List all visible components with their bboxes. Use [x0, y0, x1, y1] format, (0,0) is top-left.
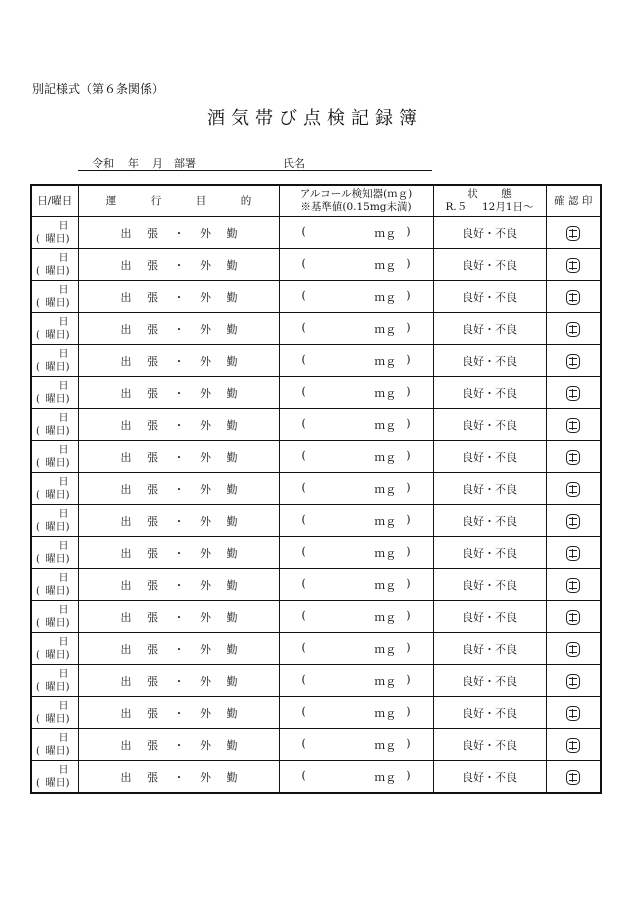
alcohol-reading-cell[interactable]: ( ｍｇ ): [279, 441, 433, 473]
date-cell[interactable]: 日 ( 曜日): [31, 281, 78, 313]
header-info-line: [78, 155, 432, 171]
condition-cell[interactable]: 良好・不良: [433, 569, 546, 601]
stamp-cell[interactable]: [546, 633, 601, 665]
date-cell[interactable]: 日 ( 曜日): [31, 313, 78, 345]
page-title: 酒気帯び点検記録簿: [207, 108, 423, 129]
table-row: [31, 537, 601, 569]
purpose-cell[interactable]: 出 張 ・ 外 勤: [78, 697, 279, 729]
stamp-cell[interactable]: [546, 217, 601, 249]
alcohol-reading-cell[interactable]: ( ｍｇ ): [279, 601, 433, 633]
purpose-cell[interactable]: 出 張 ・ 外 勤: [78, 217, 279, 249]
date-cell[interactable]: 日 ( 曜日): [31, 217, 78, 249]
stamp-cell[interactable]: [546, 665, 601, 697]
alcohol-reading-cell[interactable]: ( ｍｇ ): [279, 761, 433, 793]
stamp-cell[interactable]: [546, 761, 601, 793]
table-row: [31, 569, 601, 601]
stamp-cell[interactable]: [546, 377, 601, 409]
table-row: [31, 761, 601, 793]
alcohol-reading-cell[interactable]: ( ｍｇ ): [279, 729, 433, 761]
hanko-stamp-icon: [566, 322, 580, 337]
purpose-cell[interactable]: 出 張 ・ 外 勤: [78, 633, 279, 665]
purpose-cell[interactable]: 出 張 ・ 外 勤: [78, 505, 279, 537]
alcohol-reading-cell[interactable]: ( ｍｇ ): [279, 537, 433, 569]
purpose-cell[interactable]: 出 張 ・ 外 勤: [78, 313, 279, 345]
alcohol-reading-cell[interactable]: ( ｍｇ ): [279, 249, 433, 281]
date-cell[interactable]: 日 ( 曜日): [31, 761, 78, 793]
date-cell[interactable]: 日 ( 曜日): [31, 697, 78, 729]
condition-cell[interactable]: 良好・不良: [433, 537, 546, 569]
date-cell[interactable]: 日 ( 曜日): [31, 249, 78, 281]
condition-cell[interactable]: 良好・不良: [433, 249, 546, 281]
date-cell[interactable]: 日 ( 曜日): [31, 441, 78, 473]
purpose-cell[interactable]: 出 張 ・ 外 勤: [78, 377, 279, 409]
alcohol-reading-cell[interactable]: ( ｍｇ ): [279, 281, 433, 313]
stamp-cell[interactable]: [546, 537, 601, 569]
hanko-stamp-icon: [566, 514, 580, 529]
stamp-cell[interactable]: [546, 697, 601, 729]
alcohol-reading-cell[interactable]: ( ｍｇ ): [279, 377, 433, 409]
purpose-cell[interactable]: 出 張 ・ 外 勤: [78, 409, 279, 441]
table-row: [31, 633, 601, 665]
purpose-cell[interactable]: 出 張 ・ 外 勤: [78, 281, 279, 313]
table-row: [31, 729, 601, 761]
purpose-cell[interactable]: 出 張 ・ 外 勤: [78, 441, 279, 473]
hanko-stamp-icon: [566, 354, 580, 369]
condition-cell[interactable]: 良好・不良: [433, 665, 546, 697]
alcohol-reading-cell[interactable]: ( ｍｇ ): [279, 217, 433, 249]
hanko-stamp-icon: [566, 738, 580, 753]
department-label: 部署: [174, 157, 196, 170]
condition-column-header: 状 態 R.５ 12月1日～: [433, 185, 546, 217]
date-cell[interactable]: 日 ( 曜日): [31, 409, 78, 441]
alcohol-reading-cell[interactable]: ( ｍｇ ): [279, 473, 433, 505]
alcohol-reading-cell[interactable]: ( ｍｇ ): [279, 409, 433, 441]
hanko-stamp-icon: [566, 642, 580, 657]
stamp-cell[interactable]: [546, 441, 601, 473]
purpose-cell[interactable]: 出 張 ・ 外 勤: [78, 665, 279, 697]
name-label: 氏名: [283, 157, 305, 170]
purpose-cell[interactable]: 出 張 ・ 外 勤: [78, 601, 279, 633]
date-column-header: 日/曜日: [31, 185, 78, 217]
table-row: [31, 665, 601, 697]
condition-cell[interactable]: 良好・不良: [433, 377, 546, 409]
hanko-stamp-icon: [566, 386, 580, 401]
table-row: [31, 249, 601, 281]
hanko-stamp-icon: [566, 418, 580, 433]
era-label: 令和: [92, 157, 114, 170]
condition-cell[interactable]: 良好・不良: [433, 505, 546, 537]
table-row: [31, 601, 601, 633]
alcohol-reading-cell[interactable]: ( ｍｇ ): [279, 505, 433, 537]
stamp-cell[interactable]: [546, 345, 601, 377]
hanko-stamp-icon: [566, 674, 580, 689]
condition-cell[interactable]: 良好・不良: [433, 313, 546, 345]
stamp-cell[interactable]: [546, 409, 601, 441]
table-row: [31, 377, 601, 409]
hanko-stamp-icon: [566, 706, 580, 721]
stamp-cell[interactable]: [546, 313, 601, 345]
date-cell[interactable]: 日 ( 曜日): [31, 345, 78, 377]
stamp-cell[interactable]: [546, 473, 601, 505]
table-header-row: [31, 185, 601, 217]
condition-cell[interactable]: 良好・不良: [433, 281, 546, 313]
date-cell[interactable]: 日 ( 曜日): [31, 633, 78, 665]
purpose-column-header: 運 行 目 的: [78, 185, 279, 217]
condition-cell[interactable]: 良好・不良: [433, 729, 546, 761]
table-row: [31, 409, 601, 441]
stamp-cell[interactable]: [546, 569, 601, 601]
alcohol-reading-cell[interactable]: ( ｍｇ ): [279, 569, 433, 601]
purpose-cell[interactable]: 出 張 ・ 外 勤: [78, 345, 279, 377]
purpose-cell[interactable]: 出 張 ・ 外 勤: [78, 249, 279, 281]
stamp-cell[interactable]: [546, 281, 601, 313]
date-cell[interactable]: 日 ( 曜日): [31, 473, 78, 505]
date-cell[interactable]: 日 ( 曜日): [31, 569, 78, 601]
condition-cell[interactable]: 良好・不良: [433, 345, 546, 377]
date-cell[interactable]: 日 ( 曜日): [31, 537, 78, 569]
hanko-stamp-icon: [566, 770, 580, 785]
inspection-log-table: [30, 184, 602, 794]
date-cell[interactable]: 日 ( 曜日): [31, 505, 78, 537]
condition-cell[interactable]: 良好・不良: [433, 761, 546, 793]
hanko-stamp-icon: [566, 578, 580, 593]
hanko-stamp-icon: [566, 450, 580, 465]
table-row: [31, 281, 601, 313]
stamp-cell[interactable]: [546, 249, 601, 281]
hanko-stamp-icon: [566, 610, 580, 625]
alcohol-reading-cell[interactable]: ( ｍｇ ): [279, 665, 433, 697]
alcohol-reading-cell[interactable]: ( ｍｇ ): [279, 313, 433, 345]
purpose-cell[interactable]: 出 張 ・ 外 勤: [78, 569, 279, 601]
condition-cell[interactable]: 良好・不良: [433, 633, 546, 665]
year-label: 年: [128, 157, 139, 170]
table-row: [31, 505, 601, 537]
stamp-column-header: 確 認 印: [546, 185, 601, 217]
purpose-cell[interactable]: 出 張 ・ 外 勤: [78, 729, 279, 761]
date-cell[interactable]: 日 ( 曜日): [31, 601, 78, 633]
form-label: 別記様式（第６条関係）: [32, 82, 165, 96]
table-row: [31, 697, 601, 729]
alcohol-column-header: アルコール検知器(ｍｇ) ※基準値(0.15mg未満): [279, 185, 433, 217]
stamp-cell[interactable]: [546, 729, 601, 761]
alcohol-reading-cell[interactable]: ( ｍｇ ): [279, 345, 433, 377]
table-row: [31, 313, 601, 345]
table-row: [31, 441, 601, 473]
condition-cell[interactable]: 良好・不良: [433, 217, 546, 249]
date-cell[interactable]: 日 ( 曜日): [31, 665, 78, 697]
hanko-stamp-icon: [566, 258, 580, 273]
stamp-cell[interactable]: [546, 601, 601, 633]
condition-cell[interactable]: 良好・不良: [433, 601, 546, 633]
hanko-stamp-icon: [566, 226, 580, 241]
table-row: [31, 345, 601, 377]
hanko-stamp-icon: [566, 290, 580, 305]
stamp-cell[interactable]: [546, 505, 601, 537]
date-cell[interactable]: 日 ( 曜日): [31, 729, 78, 761]
alcohol-reading-cell[interactable]: ( ｍｇ ): [279, 697, 433, 729]
purpose-cell[interactable]: 出 張 ・ 外 勤: [78, 537, 279, 569]
table-row: [31, 473, 601, 505]
table-row: [31, 217, 601, 249]
condition-cell[interactable]: 良好・不良: [433, 409, 546, 441]
condition-cell[interactable]: 良好・不良: [433, 473, 546, 505]
hanko-stamp-icon: [566, 482, 580, 497]
condition-cell[interactable]: 良好・不良: [433, 697, 546, 729]
condition-cell[interactable]: 良好・不良: [433, 441, 546, 473]
date-cell[interactable]: 日 ( 曜日): [31, 377, 78, 409]
month-label: 月: [152, 157, 163, 170]
hanko-stamp-icon: [566, 546, 580, 561]
purpose-cell[interactable]: 出 張 ・ 外 勤: [78, 761, 279, 793]
purpose-cell[interactable]: 出 張 ・ 外 勤: [78, 473, 279, 505]
alcohol-reading-cell[interactable]: ( ｍｇ ): [279, 633, 433, 665]
